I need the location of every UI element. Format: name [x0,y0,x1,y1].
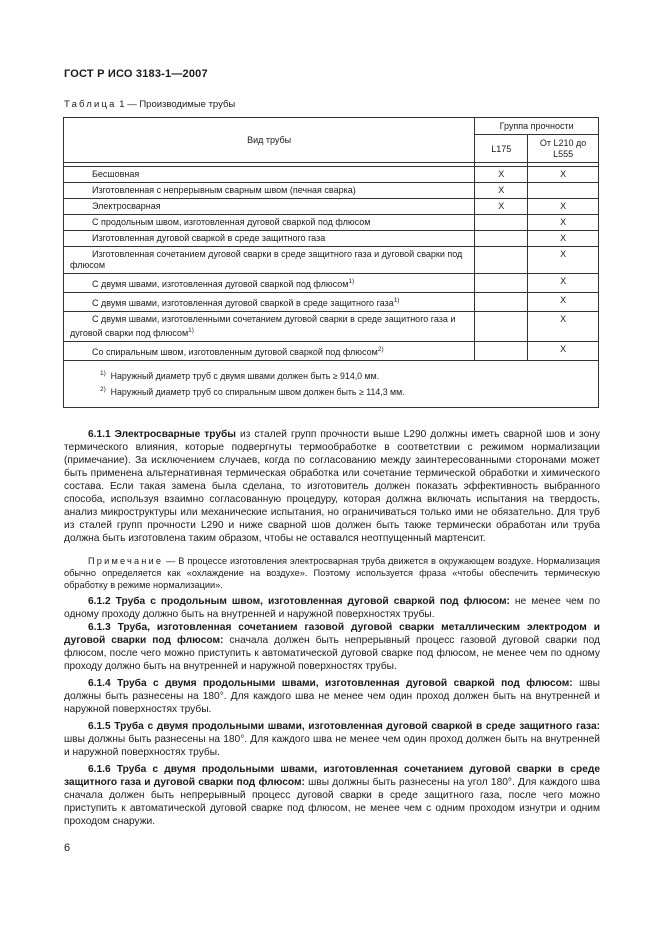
body-text [64,422,600,828]
table-caption-label: Таблица [64,99,117,110]
pipe-type-name: Изготовленная с непрерывным сварным швом (печная сварка) [92,185,356,195]
pipe-type-cell [64,312,475,342]
footnote [100,383,590,399]
paragraph-text: швы должны быть разнесены на угол 180°. Для каждого шва сначала должен быть непрерывный процесс дуговой сварки в среде защитного газа, после чего можно приступить к автоматической дуговой сварке под флюсом, не менее чем с одним проходом изнутри и одним проходом снаружи. [64,777,600,827]
table-caption [64,99,235,110]
l210-mark: X [528,274,599,293]
l175-mark [475,215,528,231]
col-header-type: Вид трубы [64,118,475,163]
l210-mark: X [528,231,599,247]
footnote [100,367,590,383]
paragraph-6-1-3 [64,621,600,673]
pipe-type-name: Бесшовная [92,169,140,179]
paragraph-title: 6.1.5 Труба с двумя продольными швами, изготовленная дуговой сваркой в среде защитного газа: [88,721,600,732]
table-row [64,247,599,274]
table-caption-text: 1 — Производимые трубы [119,99,236,110]
l210-mark: X [528,293,599,312]
pipe-type-name: С двумя швами, изготовленная дуговой сваркой в среде защитного газа [92,298,394,308]
paragraph-6-1-2 [64,595,600,621]
note-text: — В процессе изготовления электросварная труба движется в окружающем воздухе. Нормализация обычно определяется как «охлаждение на воздухе». Поэтому используется фраза «чтобы обеспечить термическую обработку в режиме нормализации». [64,556,600,590]
paragraph-6-1-6 [64,763,600,828]
l175-mark [475,247,528,274]
table-footnotes [64,361,599,408]
pipe-type-name: Изготовленная дуговой сваркой в среде защитного газа [92,233,326,243]
pipe-type-cell [64,342,475,361]
paragraph-6-1-4 [64,677,600,716]
pipe-type-cell [64,247,475,274]
pipe-type-cell [64,183,475,199]
page-number: 6 [64,842,71,854]
l175-mark [475,274,528,293]
footnote-ref: 1) [393,297,400,304]
table-row [64,183,599,199]
l175-mark: X [475,199,528,215]
l175-mark [475,293,528,312]
l210-mark: X [528,312,599,342]
l175-mark: X [475,183,528,199]
l175-mark [475,342,528,361]
footnote-text: Наружный диаметр труб с двумя швами должен быть ≥ 914,0 мм. [110,371,380,381]
footnote-mark: 1) [100,370,106,377]
table-row [64,342,599,361]
paragraph-6-1-1 [64,428,600,545]
table-row [64,231,599,247]
paragraph-title: 6.1.4 Труба с двумя продольными швами, изготовленная дуговой сваркой под флюсом: [88,678,573,689]
pipe-type-name: С двумя швами, изготовленная дуговой сваркой под флюсом [92,279,349,289]
pipe-type-cell [64,231,475,247]
table-row [64,274,599,293]
pipes-table [63,117,599,408]
pipe-type-name: Электросварная [92,201,161,211]
paragraph-text: швы должны быть разнесены на 180°. Для каждого шва не менее чем один проход должен быть на внутренней и наружной поверхностях трубы. [64,734,600,758]
paragraph-title: 6.1.2 Труба с продольным швом, изготовленная дуговой сваркой под флюсом: [88,596,510,607]
footnote-ref: 2) [377,346,384,353]
paragraph-title: 6.1.6 Труба с двумя продольными швами, изготовленная сочетанием дуговой сварки в среде защитного газа и дуговой сварки под флюсом: [64,764,600,788]
pipe-type-cell [64,199,475,215]
l210-mark: X [528,167,599,183]
table-row [64,167,599,183]
table-row [64,312,599,342]
col-header-l175: L175 [475,135,528,163]
l210-mark: X [528,247,599,274]
table-row [64,199,599,215]
pipe-type-cell [64,293,475,312]
l210-mark: X [528,215,599,231]
paragraph-text: сначала должен быть непрерывный процесс газовой дуговой сварки под флюсом, после чего можно приступить к автоматической дуговой сварке под флюсом, не менее чем по одному проходу должно быть на внутренней и наружной поверхностях трубы. [64,635,600,672]
paragraph-title: 6.1.3 Труба, изготовленная сочетанием газовой дуговой сварки металлическим электродом и дуговой сварки под флюсом: [64,622,600,646]
l210-mark: X [528,199,599,215]
note-label: Примечание [88,556,164,566]
col-header-group: Группа прочности [475,118,599,135]
footnote-ref: 1) [188,327,194,334]
footnote-mark: 2) [100,386,106,393]
pipe-type-cell [64,274,475,293]
document-header: ГОСТ Р ИСО 3183-1—2007 [64,68,208,80]
l175-mark: X [475,167,528,183]
paragraph-text: из сталей групп прочности выше L290 должны иметь сварной шов и зону термического влияния, которые подвергнуты термообработке в соответствии с режимом нормализации (примечание). За исключением случаев, когда по согласованию между заинтересованными сторонами может быть применена альтернативная термическая обработка или сочетание термической обработки и химического состава. Если такая замена была сделана, то изготовитель должен показать эффективность выбранного способа, используя взаимно согласованную процедуру, которая должна включать испытания на твердость, анализ микроструктуры или механические испытания, но ограничиваться только ими не обязательно. Для труб из сталей групп прочности L290 и ниже сварной шов должен быть также термически обработан или труба должна быть изготовлена таким образом, чтобы не оставался неотпущенный мартенсит. [64,429,600,544]
note-paragraph [64,555,600,591]
pipe-type-name: Изготовленная сочетанием дуговой сварки в среде защитного газа и дуговой сварки под флюсом [70,249,463,270]
paragraph-text: не менее чем по одному проходу должно быть на внутренней и наружной поверхностях трубы. [64,596,600,620]
pipe-type-name: С продольным швом, изготовленная дуговой сваркой под флюсом [92,217,371,227]
l210-mark [528,183,599,199]
pipe-type-cell [64,167,475,183]
pipe-type-name: Со спиральным швом, изготовленным дуговой сваркой под флюсом [92,347,378,357]
col-header-l210: От L210 до L555 [528,135,599,163]
pipe-type-name: С двумя швами, изготовленными сочетанием дуговой сварки в среде защитного газа и дуговой сварки под флюсом [70,314,456,338]
table-row [64,215,599,231]
paragraph-6-1-5 [64,720,600,759]
paragraph-title: 6.1.1 Электросварные трубы [88,429,236,440]
l175-mark [475,231,528,247]
footnote-ref: 1) [348,278,355,285]
footnote-text: Наружный диаметр труб со спиральным швом должен быть ≥ 114,3 мм. [110,387,405,397]
table-row [64,293,599,312]
paragraph-text: швы должны быть разнесены на 180°. Для каждого шва не менее чем один проход должен быть на внутренней и наружной поверхностях трубы. [64,678,600,715]
pipe-type-cell [64,215,475,231]
l175-mark [475,312,528,342]
l210-mark: X [528,342,599,361]
